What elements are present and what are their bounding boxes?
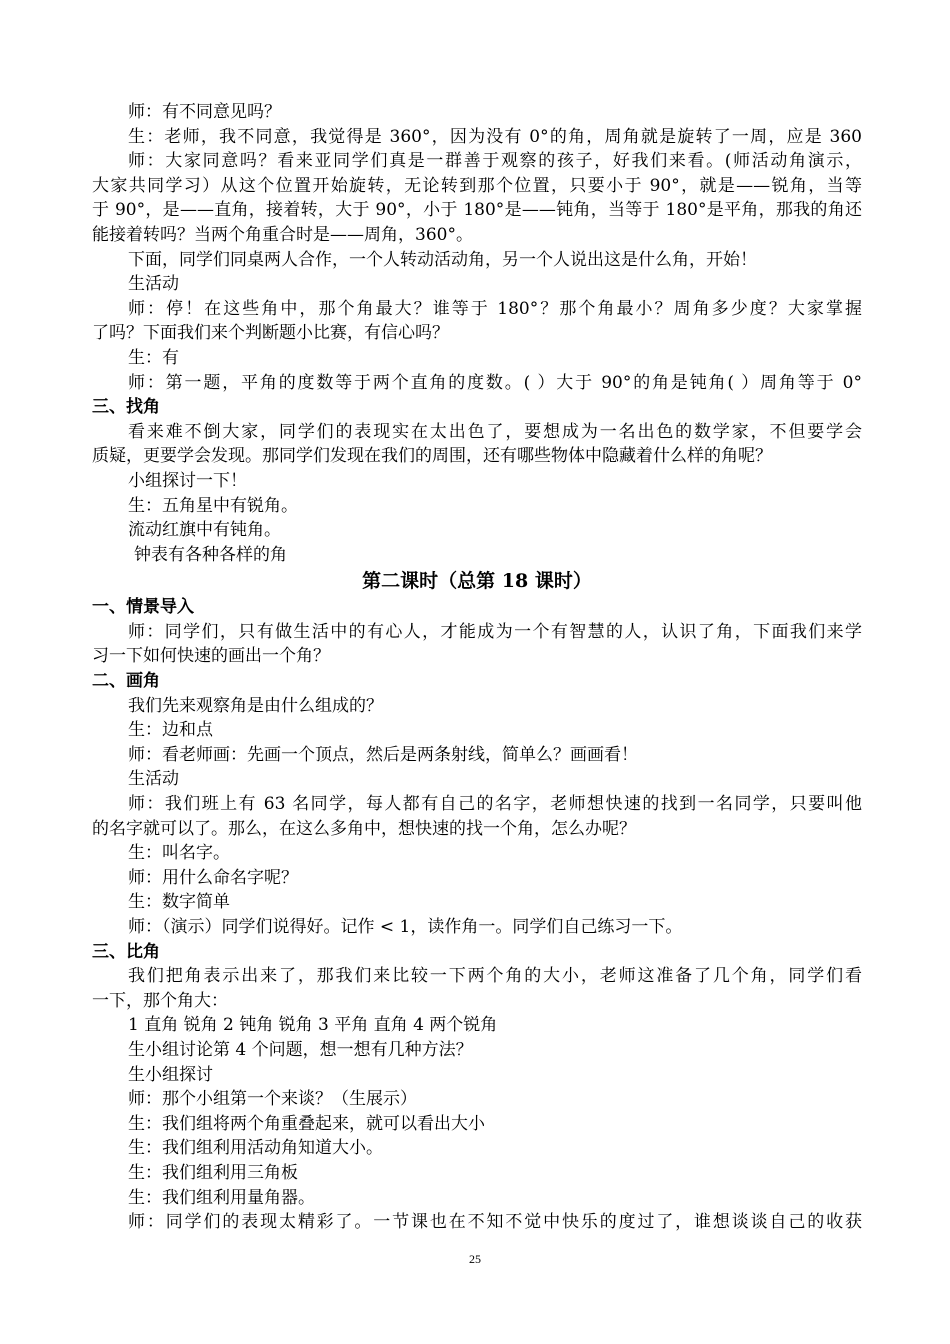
paragraph-line: 生：我们组利用三角板	[128, 1162, 298, 1183]
paragraph-line: 师：大家同意吗？看来亚同学们真是一群善于观察的孩子，好我们来看。(师活动角演示，	[128, 151, 862, 172]
paragraph-line: 生：老师，我不同意，我觉得是 360°，因为没有 0°的角，周角就是旋转了一周，应是 360	[128, 126, 862, 147]
paragraph-line: 的名字就可以了。那么，在这么多角中，想快速的找一个角，怎么办呢？	[92, 818, 636, 839]
paragraph-line: 师：看老师画：先画一个顶点，然后是两条射线，简单么？画画看！	[128, 744, 638, 765]
paragraph-line: 师：用什么命名字呢？	[128, 867, 298, 888]
paragraph-line: 大家共同学习）从这个位置开始旋转，无论转到那个位置，只要小于 90°，就是——锐角，当等	[92, 175, 862, 196]
paragraph-line: 生小组讨论第 4 个问题，想一想有几种方法？	[128, 1039, 473, 1060]
paragraph-line: 师：那个小组第一个来谈？（生展示）	[128, 1089, 417, 1110]
paragraph-line: 我们把角表示出来了，那我们来比较一下两个角的大小，老师这准备了几个角，同学们看	[128, 966, 862, 987]
paragraph-line: 生：数字简单	[128, 892, 230, 913]
paragraph-line: 生：五角星中有锐角。	[128, 495, 298, 516]
paragraph-line: 一下，那个角大：	[92, 990, 228, 1011]
paragraph-line: 钟表有各种各样的角	[134, 544, 287, 565]
paragraph-line: 生：边和点	[128, 720, 213, 741]
paragraph-line: 师：同学们的表现太精彩了。一节课也在不知不觉中快乐的度过了，谁想谈谈自己的收获	[128, 1212, 862, 1233]
paragraph-line: 生：我们组利用活动角知道大小。	[128, 1138, 383, 1159]
section-heading: 一、情景导入	[92, 597, 194, 618]
paragraph-line: 下面，同学们同桌两人合作，一个人转动活动角，另一个人说出这是什么角，开始！	[128, 249, 757, 270]
section-heading: 三、找角	[92, 397, 160, 418]
paragraph-line: 1 直角 锐角 2 钝角 锐角 3 平角 直角 4 两个锐角	[128, 1015, 498, 1036]
paragraph-line: 习一下如何快速的画出一个角？	[92, 646, 330, 667]
paragraph-line: 师：同学们，只有做生活中的有心人，才能成为一个有智慧的人，认识了角，下面我们来学	[128, 621, 862, 642]
paragraph-line: 师：第一题，平角的度数等于两个直角的度数。( ）大于 90°的角是钝角( ）周角等于 0°	[128, 372, 862, 393]
paragraph-line: 生小组探讨	[128, 1064, 213, 1085]
paragraph-line: 生活动	[128, 769, 179, 790]
paragraph-line: 师：我们班上有 63 名同学，每人都有自己的名字，老师想快速的找到一名同学，只要叫他	[128, 794, 862, 815]
paragraph-line: 能接着转吗？当两个角重合时是——周角，360°。	[92, 224, 473, 245]
paragraph-line: 我们先来观察角是由什么组成的？	[128, 695, 383, 716]
paragraph-line: 质疑，更要学会发现。那同学们发现在我们的周围，还有哪些物体中隐藏着什么样的角呢？	[92, 446, 772, 467]
paragraph-line: 生活动	[128, 274, 179, 295]
lesson-title: 第二课时（总第 18 课时）	[362, 570, 592, 593]
paragraph-line: 生：有	[128, 347, 179, 368]
paragraph-line: 了吗？下面我们来个判断题小比赛，有信心吗？	[92, 323, 449, 344]
paragraph-line: 师：（演示）同学们说得好。记作 < 1，读作角一。同学们自己练习一下。	[128, 917, 683, 937]
paragraph-line: 流动红旗中有钝角。	[128, 520, 281, 541]
document-body	[92, 100, 862, 1235]
section-heading: 二、画角	[92, 671, 160, 692]
page-number: 25	[469, 1252, 481, 1266]
section-heading: 三、比角	[92, 941, 160, 962]
paragraph-line: 生：我们组利用量角器。	[128, 1187, 315, 1208]
paragraph-line: 小组探讨一下！	[128, 470, 247, 491]
paragraph-line: 看来难不倒大家，同学们的表现实在太出色了，要想成为一名出色的数学家，不但要学会	[128, 421, 862, 442]
paragraph-line: 于 90°，是——直角，接着转，大于 90°，小于 180°是——钝角，当等于 180°是平角，那我的角还	[92, 200, 862, 221]
paragraph-line: 生：我们组将两个角重叠起来，就可以看出大小	[128, 1113, 485, 1134]
paragraph-line: 师：停！在这些角中，那个角最大？谁等于 180°？那个角最小？周角多少度？大家掌握	[128, 298, 862, 319]
paragraph-line: 生：叫名字。	[128, 843, 230, 864]
paragraph-line: 师：有不同意见吗？	[128, 102, 281, 122]
